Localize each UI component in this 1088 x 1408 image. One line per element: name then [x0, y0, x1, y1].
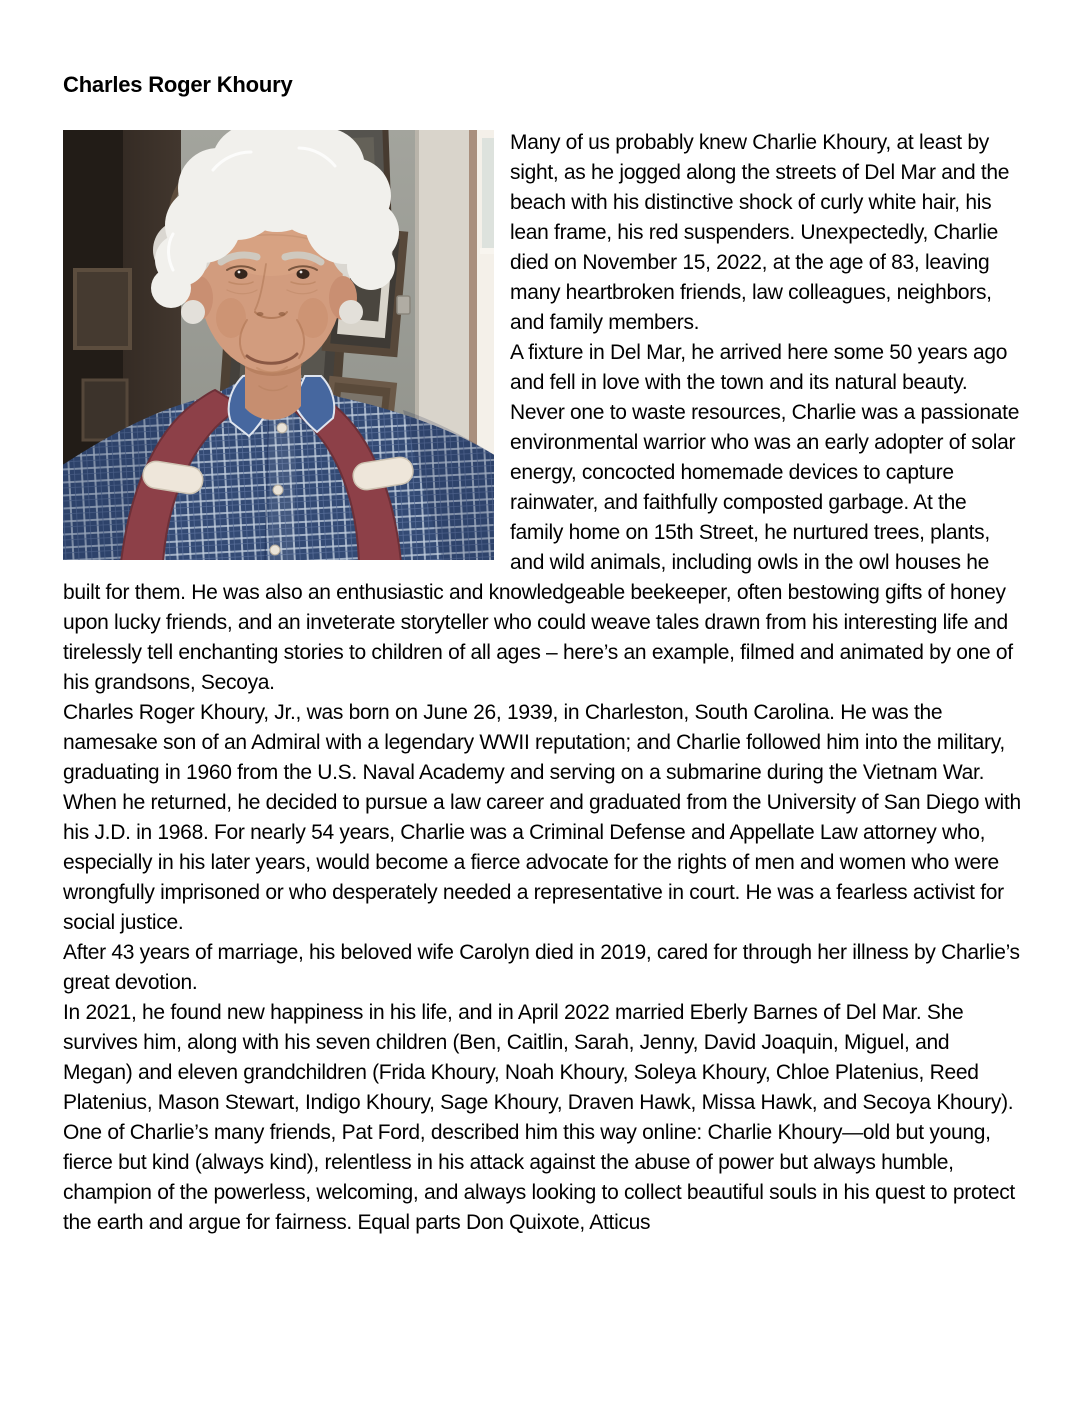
paragraph: A fixture in Del Mar, he arrived here some 50 years ago and fell in love with the town and its natural beauty. Never one to waste resources, Charlie was a passionate environmental warrior who was an early adopter of solar energy, concocted homemade devices to capture rainwater, and faithfully composted garbage. At the family home on 15th Street, he nurtured trees, plants, and wild animals, including owls in the owl houses he built for them. He was also an enthusiastic and knowledgeable beekeeper, often bestowing gifts of honey upon lucky friends, and an inveterate storyteller who could weave tales drawn from his interesting life and tirelessly tell enchanting stories to children of all ages – here’s an example, filmed and animated by one of his grandsons, Secoya.	[63, 341, 1020, 694]
obituary-text	[63, 128, 1023, 1238]
paragraph: Charles Roger Khoury, Jr., was born on June 26, 1939, in Charleston, South Carolina. He was the namesake son of an Admiral with a legendary WWII reputation; and Charlie followed him into the military, graduating in 1960 from the U.S. Naval Academy and serving on a submarine during the Vietnam War.	[63, 701, 1005, 784]
paragraph: When he returned, he decided to pursue a law career and graduated from the University of San Diego with his J.D. in 1968. For nearly 54 years, Charlie was a Criminal Defense and Appellate Law attorney who, especially in his later years, would become a fierce advocate for the rights of men and women who were wrongfully imprisoned or who desperately needed a representative in court. He was a fearless activist for social justice.	[63, 791, 1021, 934]
page-title: Charles Roger Khoury	[63, 72, 293, 97]
paragraph: Many of us probably knew Charlie Khoury, at least by sight, as he jogged along the streets of Del Mar and the beach with his distinctive shock of curly white hair, his lean frame, his red suspenders. Unexpectedly, Charlie died on November 15, 2022, at the age of 83, leaving many heartbroken friends, law colleagues, neighbors, and family members.	[510, 131, 1010, 334]
paragraph: One of Charlie’s many friends, Pat Ford, described him this way online: Charlie Khoury—old but young, fierce but kind (always kind), relentless in his attack against the abuse of power but always humble, champion of the powerless, welcoming, and always looking to collect beautiful souls in his quest to protect the earth and argue for fairness. Equal parts Don Quixote, Atticus	[63, 1121, 1015, 1234]
paragraph: In 2021, he found new happiness in his life, and in April 2022 married Eberly Barnes of Del Mar. She survives him, along with his seven children (Ben, Caitlin, Sarah, Jenny, David Joaquin, Miguel, and Megan) and eleven grandchildren (Frida Khoury, Noah Khoury, Soleya Khoury, Chloe Platenius, Reed Platenius, Mason Stewart, Indigo Khoury, Sage Khoury, Draven Hawk, Missa Hawk, and Secoya Khoury).	[63, 1001, 1014, 1114]
paragraph: After 43 years of marriage, his beloved wife Carolyn died in 2019, cared for through her illness by Charlie’s great devotion.	[63, 941, 1020, 994]
portrait-photo-image	[63, 130, 494, 560]
obituary-photo	[63, 130, 494, 560]
